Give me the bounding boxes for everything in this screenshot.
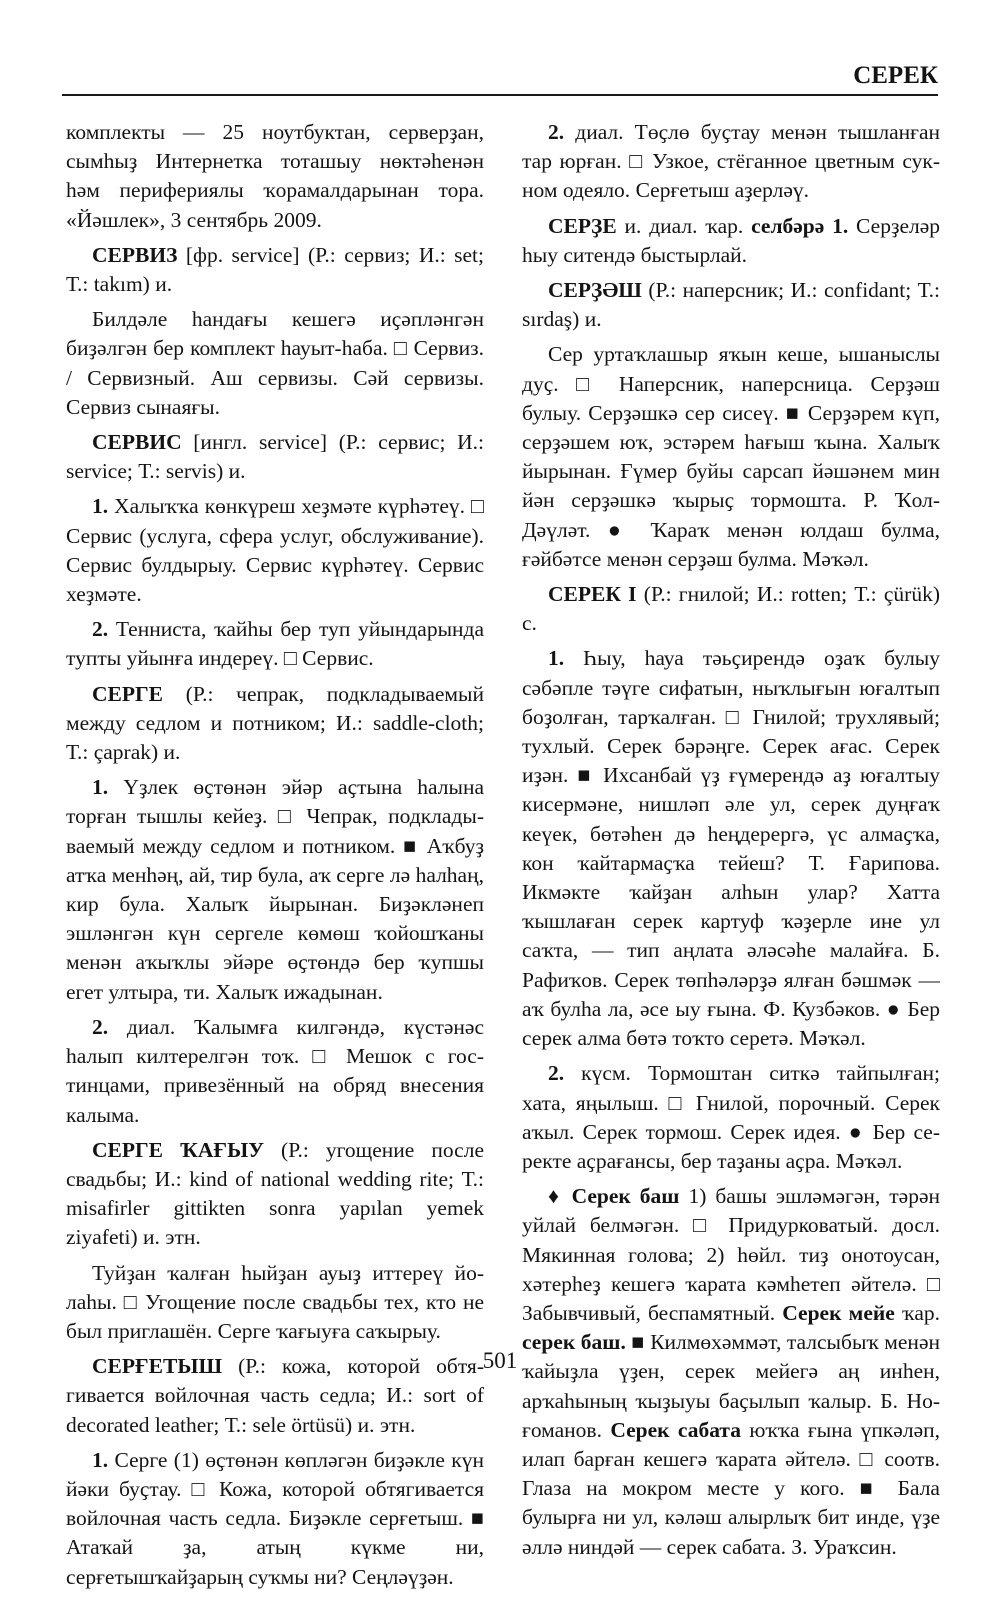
square-bullet: ■ bbox=[463, 1506, 484, 1531]
definition-text: Глаза на мокром месте у bbox=[522, 1476, 801, 1501]
proverb: Ҡараҡ менән юлдаш булма, ғәйбәтсе менән серҙәш булма. bbox=[522, 517, 941, 571]
page-number: 501 bbox=[482, 1348, 518, 1373]
usage-label: и. диал. ҡар. bbox=[616, 213, 752, 238]
citation-source: «Йәшлек», 3 сентябрь 2009. bbox=[66, 207, 322, 232]
definition bbox=[66, 1259, 484, 1347]
definition-text: Мякинная голова; 2) bbox=[522, 1242, 738, 1267]
source: Ф. Кузбәков. ● bbox=[756, 996, 908, 1021]
definition-text: Төҫлө буҫтау менән тышланған тар юрған. □ Узкое, стёганное цветным сукном одеяло. bbox=[522, 120, 941, 203]
translations: ] (Р.: сервиз; И.: set; Т.: takım) bbox=[66, 242, 484, 297]
definition bbox=[522, 644, 940, 1053]
source: Б. Ноғоманов. bbox=[522, 1388, 940, 1442]
entry-serze-head bbox=[522, 212, 940, 270]
sense-number: 1. bbox=[92, 494, 109, 519]
sense-number: 1. bbox=[824, 213, 849, 238]
usage-label: күсм. bbox=[564, 1061, 631, 1086]
examples: Аш сервизы. Сәй сервизы. Сервиз сынаяғы. bbox=[66, 365, 484, 419]
definition-text: Халыҡҡа көнкүреш хеҙмәте күрһәтеү. □ Сервис bbox=[66, 494, 484, 548]
examples: Бала булырға ни ул, кәләш алырлыҡ бит инде, үҙе әллә ниндәй — серек сабата. bbox=[522, 1476, 940, 1559]
citation-text: комплекты — 25 ноутбуктан, серверҙан, сымһыҙ Интернетка тоташыу нөктәһенән һәм перифериялы ҡорамалдарынан тора. bbox=[66, 120, 484, 203]
definition-text: юҡҡа ғына үпкәләп, илап барған кешегә ҡарата әйтелә. □ bbox=[522, 1417, 941, 1471]
page-header bbox=[62, 60, 938, 96]
sense-number: 1. bbox=[92, 775, 109, 800]
examples: Серғетыш аҙерләү. bbox=[635, 178, 810, 203]
sense-number: 2. bbox=[548, 120, 565, 144]
examples: Аҡбуҙ атҡа менһәң, ай, тир була, аҡ серге лә һалһаң, кир була. bbox=[66, 833, 484, 917]
bullet: ● bbox=[840, 1119, 873, 1144]
usage-label: диал. bbox=[108, 1014, 176, 1039]
examples: Ғүмер буйы сарсап йәшәнем мин йән серҙәшкә ҡырыҫ тормошта. bbox=[522, 459, 940, 513]
square-bullet: ■ bbox=[625, 1330, 651, 1355]
examples: Атаҡай ҙа, атың күкме ни, серғетышҡайҙарың суҡмы ни? bbox=[66, 1535, 484, 1589]
usage-label: һөйл. bbox=[737, 1242, 787, 1267]
examples: Биҙәкләнеп эшләнгән күн сергеле көмөш ҡойошҡаны менән аҡыҡлы эйәре өҫтөндә бер ҡупшы егет ултыра, ти. bbox=[66, 892, 484, 1004]
entry-servis2-head bbox=[66, 428, 484, 486]
usage-label: досл. bbox=[892, 1213, 940, 1238]
phrase-headword: Серек сабата bbox=[610, 1417, 741, 1442]
phrase-headword: Серек мейе bbox=[782, 1300, 895, 1325]
definition bbox=[66, 305, 484, 422]
diamond-icon: ♦ bbox=[548, 1184, 572, 1209]
definition-text: Үҙлек өҫтөнән эйәр аҫтына һалына торған тышлы кейеҙ. □ Чепрак, подкладываемый между седлом и потником. ■ bbox=[66, 775, 484, 858]
entry-serek-head bbox=[522, 580, 940, 638]
examples: Килмөхәммәт, талсыбыҡ менән ҡайыҙла үҙен, серек мейегә аң инһен, арҡаһының ҡыҙыуы баҫылып ҡалыр. bbox=[522, 1330, 940, 1413]
examples: Серек бәрәңге. Серек ағас. Серек иҙән. bbox=[522, 734, 940, 788]
source: Мәҡәл. bbox=[830, 1148, 903, 1173]
entry-paragraph bbox=[66, 118, 484, 235]
translations: (Р.: кожа, которой обтягивается войлочная часть седла; И.: sort of decorated leather; Т.: sele örtüsü) bbox=[66, 1354, 484, 1437]
definition-text: Тормоштан ситкә тайпылған; хата, яңылыш. □ Гнилой, порочный. bbox=[522, 1061, 940, 1115]
pos-label: и. этн. bbox=[357, 1412, 416, 1437]
definition bbox=[66, 1013, 484, 1130]
usage-label: диал. bbox=[564, 120, 624, 144]
headword: СЕРҒЕТЫШ bbox=[92, 1354, 223, 1379]
pos-label: и. bbox=[228, 459, 246, 484]
definition-text: Ҡалымға килгәндә, күстәнәс һалып килтерелгән тоҡ. □ Мешок с гостинцами, привезённый на обряд внесения калыма. bbox=[66, 1014, 485, 1127]
headword: СЕРВИЗ bbox=[92, 242, 178, 267]
examples: (услуга, сфера услуг, обслуживание). Сервис булдырыу. Сервис күрһәтеү. Сервис хеҙмәте. bbox=[66, 523, 484, 607]
etymology-word: service bbox=[258, 430, 320, 455]
examples: Серек аҡыл. Серек тормош. Серек идея. bbox=[522, 1090, 940, 1144]
definition bbox=[522, 118, 940, 206]
examples: Серҙәш булыу. Серҙәшкә сер сисеү. bbox=[522, 371, 940, 425]
source: Халыҡ йырынан. bbox=[164, 892, 379, 917]
etymology: [ингл. bbox=[181, 430, 259, 455]
headword: СЕРГЕ bbox=[92, 681, 164, 706]
proverb: Бер серек алма бөтә тоҡто серетә. bbox=[522, 996, 940, 1051]
running-headword: СЕРЕК bbox=[853, 62, 938, 89]
headword: СЕРЕК I bbox=[548, 582, 637, 607]
source: Р. Ҡол-Дәүләт. ● bbox=[522, 488, 940, 542]
examples: Серҙәрем күп, серҙәшем юҡ, эстәрем һағыш ҡына. bbox=[522, 400, 940, 455]
examples: Ихсанбай үҙ ғүмерендә аҙ юғалтыу кисермәне, нишләп әле ул, серек дуңғаҡ кеүек, бөтәһен дә һеңдерергә, үс алмаҫҡа, кон ҡайтармаҫҡа тейеш? bbox=[522, 763, 940, 875]
source: Т. Ғарипова. bbox=[784, 850, 940, 875]
proverb: Бер серекте аҫрағансы, бер таҙаны аҫра. bbox=[522, 1119, 940, 1173]
cross-reference: серек баш. bbox=[522, 1330, 626, 1355]
examples: Серек төпһәләрҙә ялған бәшмәк — аҡ булһа ла, әсе ыу ғына. bbox=[522, 967, 940, 1021]
source: Б. Рафиҡов. bbox=[522, 938, 940, 992]
definition-text: Сер уртаҡлашыр яҡын кеше, ышаныслы дуҫ. □ Наперсник, наперсница. bbox=[522, 342, 940, 396]
left-column bbox=[66, 118, 484, 1598]
translations: (Р.: наперсник; И.: confidant; Т.: sırdaş) bbox=[522, 278, 940, 332]
etymology-word: service bbox=[231, 242, 293, 267]
headword: СЕРГЕ ҠАҒЫУ bbox=[92, 1137, 264, 1162]
entry-servis-head bbox=[66, 241, 484, 299]
definition bbox=[66, 615, 484, 673]
sense-number: 2. bbox=[548, 1061, 565, 1086]
sense-number: 2. bbox=[92, 617, 109, 642]
examples: Серҙеләр һыу ситендә быстырлай. bbox=[522, 213, 941, 267]
etymology: [фр. bbox=[177, 242, 232, 267]
pos-label: и. bbox=[163, 740, 181, 765]
pos-label: и. bbox=[155, 272, 173, 297]
definition-text: Билдәле һандағы кешегә иҫәпләнгән биҙәлгән бер комплект һауыт-һаба. □ Сервиз. / Сервизный. bbox=[66, 307, 484, 390]
translations: (Р.: угощение после свадьбы; И.: kind of national wedding rite; Т.: misafirler gittikten sonra yapılan yemek ziyafeti) bbox=[66, 1137, 484, 1250]
definition-text: Туйҙан ҡалған һыйҙан ауыҙ иттереү йолаһы. □ Угощение после свадьбы тех, кто не был приглашён. bbox=[66, 1260, 484, 1343]
source: Халыҡ ижадынан. bbox=[210, 979, 383, 1004]
headword: СЕРҘӘШ bbox=[548, 278, 642, 303]
definition-text: тиҙ онотоусан, хәтерһеҙ кешегә ҡарата кәмһетеп әйтелә. □ Забывчивый, беспамятный. bbox=[522, 1242, 940, 1325]
pos-label: и. bbox=[584, 307, 602, 332]
pos-label: с. bbox=[522, 611, 537, 636]
headword: СЕРВИС bbox=[92, 430, 182, 455]
definition-text: Һыу, һауа тәьҫирендә оҙаҡ булыу сәбәпле тәүге сифатын, ныҡлығын юғалтып боҙолған, тарҡалған. □ Гнилой; трухлявый; тухлый. bbox=[522, 646, 940, 759]
translations: ] (Р.: сервис; И.: service; Т.: servis) bbox=[66, 430, 484, 484]
source: Мәҡәл. bbox=[796, 546, 869, 571]
definition bbox=[66, 492, 484, 609]
definition-text: 1) башы эшләмәгән, тәрән уйлай белмәгән. □ Придурковатый. bbox=[522, 1184, 940, 1238]
definition-text: Тенниста, ҡайһы бер туп уйындарында тупты уйынға индереү. □ Сервис. bbox=[66, 617, 484, 671]
sense-number: 1. bbox=[548, 646, 565, 671]
definition bbox=[522, 340, 940, 574]
sense-number: 1. bbox=[92, 1447, 109, 1472]
definition bbox=[66, 1446, 484, 1592]
usage-label: ҡар. bbox=[894, 1300, 941, 1325]
usage-label: соотв. bbox=[884, 1446, 940, 1471]
entry-serge-kagyu-head bbox=[66, 1136, 484, 1253]
square-bullet: ■ bbox=[568, 763, 604, 788]
examples: Икмәкте ҡайҙан алһын улар? Хатта ҡышлаған серек картуф ҡәҙерле ине ул саҡта, — тип аңлата әләсәһе малайға. bbox=[522, 880, 940, 963]
square-bullet: ■ bbox=[844, 1476, 898, 1501]
translations: (Р.: чепрак, подкладываемый между седлом и потником; И.: saddle-cloth; Т.: çaprak) bbox=[66, 681, 484, 765]
translations: (Р.: гнилой; И.: rotten; Т.: çürük) bbox=[636, 582, 940, 607]
entry-serge-head bbox=[66, 680, 484, 768]
definition bbox=[522, 1059, 940, 1176]
definition-text: Серге (1) өҫтөнән көпләгән биҙәкле күн йәки буҫтау. □ Кожа, которой обтягивается войлочная часть седла. bbox=[66, 1447, 484, 1531]
pos-label: и. этн. bbox=[143, 1225, 201, 1250]
source: Сеңләүҙән. bbox=[346, 1564, 454, 1589]
headword: СЕРҘЕ bbox=[548, 213, 617, 238]
cross-reference: селбәрә bbox=[751, 213, 825, 238]
source: Халыҡ йырынан. bbox=[522, 430, 941, 484]
phrase-headword: Серек баш bbox=[571, 1184, 680, 1209]
source: З. Ураҡсин. bbox=[785, 1534, 897, 1559]
source: Мәҡәл. bbox=[793, 1026, 866, 1051]
entry-serzash-head bbox=[522, 276, 940, 334]
usage-label: кого. bbox=[800, 1476, 845, 1501]
definition bbox=[66, 773, 484, 1007]
examples: Биҙәкле серғетыш. bbox=[288, 1506, 464, 1531]
square-bullet: ■ bbox=[778, 400, 808, 425]
sense-number: 2. bbox=[92, 1014, 109, 1039]
examples: Серге ҡағыуға саҡырыу. bbox=[217, 1318, 441, 1343]
